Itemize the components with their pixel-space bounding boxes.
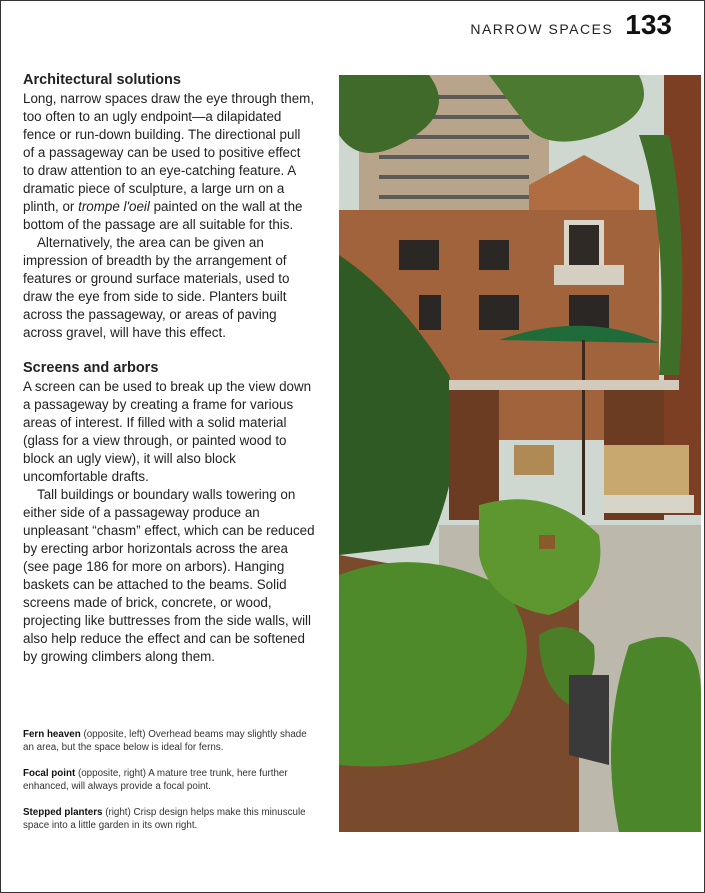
running-head: NARROW SPACES	[470, 21, 614, 37]
caption-title: Fern heaven	[23, 729, 81, 740]
caption-text: (opposite, right) A mature tree trunk, here further enhanced, will always provide a focal point.	[23, 768, 288, 792]
page-header	[470, 9, 672, 41]
caption-stepped-planters	[23, 806, 315, 832]
text-run: painted on the wall at the bottom of the passage are all suitable for this.	[23, 199, 303, 232]
text-run: Long, narrow spaces draw the eye through them, too often to an ugly endpoint—a dilapidated fence or run-down building. The directional pull of a passageway can be used to positive effect to draw attention to an eye-catching feature. A dramatic piece of sculpture, a large urn on a plinth, or	[23, 91, 315, 214]
heading-architectural: Architectural solutions	[23, 72, 181, 88]
caption-title: Stepped planters	[23, 807, 103, 818]
garden-photo	[339, 75, 701, 832]
caption-title: Focal point	[23, 768, 76, 779]
captions	[23, 728, 315, 845]
paragraph: Tall buildings or boundary walls towering on either side of a passageway produce an unpleasant “chasm” effect, which can be reduced by erecting arbor horizontals across the area (see page 186 for more on arbors). Hanging baskets can be attached to the beams. Solid screens made of brick, concrete, or wood, projecting like buttresses from the side walls, will also help reduce the effect and can be softened by growing climbers along them.	[23, 487, 315, 664]
paragraph: Alternatively, the area can be given an impression of breadth by the arrangement of features or ground surface materials, used to draw the eye from side to side. Planters built across the passageway, or areas of paving across gravel, will have this effect.	[23, 235, 290, 340]
caption-text: (opposite, left) Overhead beams may slightly shade an area, but the space below is ideal for ferns.	[23, 729, 307, 753]
paragraph	[23, 90, 315, 234]
body-text-column	[23, 71, 315, 666]
italic-term: trompe l'oeil	[78, 199, 150, 214]
page-number: 133	[625, 9, 672, 40]
caption-focal-point	[23, 767, 315, 793]
paragraph: A screen can be used to break up the view down a passageway by creating a frame for various areas of interest. If filled with a solid material (glass for a view through, or painted wood to block an ugly view), it will also block uncomfortable drafts.	[23, 379, 312, 484]
caption-text: (right) Crisp design helps make this minuscule space into a little garden in its own right.	[23, 807, 306, 831]
heading-screens: Screens and arbors	[23, 360, 159, 376]
caption-fern-heaven	[23, 728, 315, 754]
